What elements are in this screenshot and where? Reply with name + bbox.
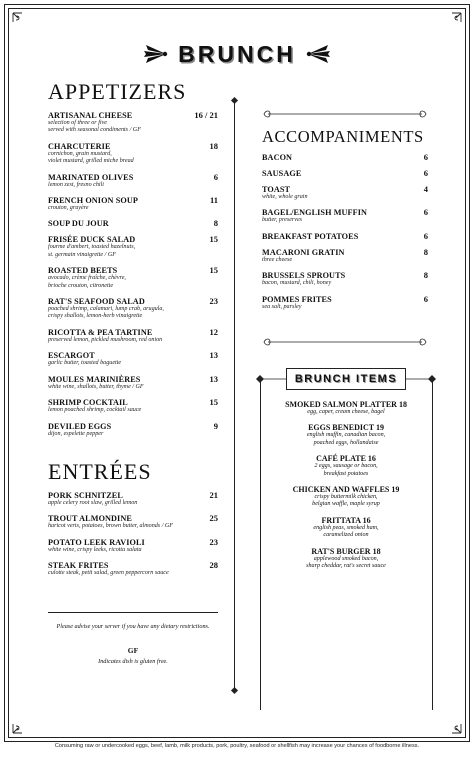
menu-item-row bbox=[262, 294, 428, 304]
menu-item-price: 16 / 21 bbox=[194, 110, 218, 120]
accompaniments-heading: ACCOMPANIMENTS bbox=[262, 127, 424, 146]
brunch-items-list bbox=[256, 400, 436, 577]
brunch-item-description: breakfast potatoes bbox=[323, 470, 369, 477]
gf-label: GF bbox=[127, 646, 139, 655]
brunch-item-description: caramelized onion bbox=[323, 532, 369, 539]
menu-item-description: selection of three or five bbox=[48, 120, 108, 126]
menu-item bbox=[262, 231, 428, 241]
menu-item bbox=[48, 327, 218, 344]
brunch-item-title-line bbox=[256, 400, 436, 409]
menu-item-row bbox=[48, 265, 218, 275]
menu-item bbox=[48, 537, 218, 554]
menu-item-name: DEVILED EGGS bbox=[48, 421, 112, 431]
menu-item-price: 4 bbox=[423, 184, 428, 194]
menu-item bbox=[48, 195, 218, 212]
menu-item-price: 8 bbox=[213, 218, 218, 229]
menu-item-description: garlic butter, toasted baguette bbox=[48, 360, 122, 367]
menu-item-row bbox=[48, 141, 218, 151]
menu-item-price: 6 bbox=[423, 207, 428, 218]
menu-item-name: STEAK FRITES bbox=[48, 561, 109, 571]
menu-item-price: 23 bbox=[209, 296, 218, 307]
menu-item-row bbox=[48, 234, 218, 244]
menu-item-description: preserved lemon, pickled mushroom, red onion bbox=[48, 336, 163, 343]
menu-item-price: 9 bbox=[213, 420, 218, 431]
brunch-item-price: 18 bbox=[398, 400, 407, 409]
menu-item bbox=[48, 560, 218, 577]
menu-item-name: ESCARGOT bbox=[48, 351, 95, 361]
menu-item-row bbox=[48, 296, 218, 306]
menu-item-row bbox=[48, 172, 218, 182]
appetizer-list bbox=[48, 110, 218, 438]
brunch-item-description: 2 eggs, sausage or bacon, bbox=[314, 463, 378, 470]
accompaniments-section bbox=[262, 128, 428, 311]
brunch-item-description: egg, caper, cream cheese, bagel bbox=[307, 409, 385, 415]
appetizers-heading: APPETIZERS bbox=[48, 79, 187, 104]
dietary-footer bbox=[48, 612, 218, 665]
menu-item bbox=[48, 172, 218, 189]
brunch-item-name: RAT'S BURGER bbox=[311, 546, 371, 556]
brunch-item-title-line bbox=[256, 485, 436, 494]
menu-item-price: 23 bbox=[209, 536, 218, 547]
entrees-heading: ENTRÉES bbox=[48, 458, 152, 484]
menu-item-description: white wine, crispy leeks, ricotta salata bbox=[48, 546, 142, 553]
menu-item-name: BACON bbox=[262, 153, 293, 162]
brunch-item-description: sharp cheddar, rat's secret sauce bbox=[306, 563, 386, 570]
brunch-item-name: EGGS BENEDICT bbox=[308, 423, 374, 433]
menu-item-row bbox=[48, 110, 218, 120]
menu-item-name: MACARONI GRATIN bbox=[262, 247, 345, 257]
brunch-item-price: 16 bbox=[362, 515, 371, 525]
menu-item-price: 8 bbox=[423, 270, 428, 281]
accompaniments-top-rule bbox=[262, 106, 428, 124]
menu-item-description: sea salt, parsley bbox=[262, 303, 302, 310]
brunch-item-description: applewood smoked bacon, bbox=[313, 555, 379, 562]
menu-item bbox=[48, 296, 218, 321]
brunch-item-price: 16 bbox=[367, 454, 376, 464]
menu-item-description: crouton, gruyère bbox=[48, 205, 89, 212]
brunch-item bbox=[256, 516, 436, 540]
menu-item bbox=[262, 152, 428, 162]
menu-item-row bbox=[48, 490, 218, 500]
menu-item-row bbox=[48, 374, 218, 384]
menu-item-name: PORK SCHNITZEL bbox=[48, 490, 123, 500]
brunch-item-description: crispy buttermilk chicken, bbox=[314, 494, 378, 501]
menu-item-row bbox=[262, 184, 428, 194]
menu-item-name: SHRIMP COCKTAIL bbox=[48, 398, 128, 408]
menu-item-description: avocado, crème fraîche, chèvre, bbox=[48, 275, 126, 282]
menu-item-price: 6 bbox=[423, 152, 428, 162]
menu-item-row bbox=[48, 513, 218, 523]
menu-item-price: 21 bbox=[209, 489, 218, 500]
brunch-item-title-line bbox=[256, 454, 436, 463]
menu-item bbox=[48, 490, 218, 507]
menu-item bbox=[48, 374, 218, 391]
brunch-item-name: SMOKED SALMON PLATTER bbox=[285, 400, 397, 409]
menu-item bbox=[48, 141, 218, 166]
corner-ornament-icon bbox=[444, 716, 462, 734]
brunch-item-description: belgian waffle, maple syrup bbox=[312, 501, 380, 508]
corner-ornament-icon bbox=[444, 12, 462, 30]
menu-item-name: BAGEL/ENGLISH MUFFIN bbox=[262, 208, 368, 218]
brunch-item-title-line bbox=[256, 516, 436, 525]
menu-item-row bbox=[48, 537, 218, 547]
menu-item-name: MARINATED OLIVES bbox=[48, 172, 134, 182]
divider-rule bbox=[48, 612, 218, 613]
menu-item-description: apple celery root slaw, grilled lemon bbox=[48, 499, 138, 506]
menu-item-price: 6 bbox=[213, 171, 218, 182]
menu-item bbox=[48, 218, 218, 228]
menu-item-description: haricot verts, potatoes, brown butter, almonds / GF bbox=[48, 523, 174, 530]
brunch-item-description: english peas, smoked ham, bbox=[313, 524, 379, 531]
menu-item-name: POMMES FRITES bbox=[262, 294, 332, 304]
menu-item-row bbox=[48, 350, 218, 360]
brunch-item bbox=[256, 454, 436, 478]
brunch-item bbox=[256, 547, 436, 571]
menu-item-description: brioche crouton, citronette bbox=[48, 282, 114, 289]
gf-note: Indicates dish is gluten free. bbox=[98, 658, 168, 665]
menu-item-description: white wine, shallots, butter, thyme / GF bbox=[48, 383, 144, 390]
brunch-item-price: 18 bbox=[372, 546, 381, 556]
menu-item-price: 28 bbox=[209, 560, 218, 571]
brunch-item-name: CAFÉ PLATE bbox=[316, 454, 366, 464]
entree-list bbox=[48, 490, 218, 578]
menu-item-price: 18 bbox=[209, 140, 218, 151]
menu-item-description: st. germain vinaigrette / GF bbox=[48, 251, 116, 258]
menu-item-name: FRENCH ONION SOUP bbox=[48, 196, 138, 206]
menu-item-row bbox=[262, 207, 428, 217]
menu-item bbox=[48, 350, 218, 367]
corner-ornament-icon bbox=[12, 12, 30, 30]
brunch-item bbox=[256, 400, 436, 416]
menu-item-price: 6 bbox=[423, 168, 428, 178]
menu-item bbox=[48, 421, 218, 438]
corner-ornament-icon bbox=[12, 716, 30, 734]
menu-item-row bbox=[48, 327, 218, 337]
menu-item-row bbox=[48, 397, 218, 407]
menu-item bbox=[48, 234, 218, 259]
brunch-item-name: CHICKEN AND WAFFLES bbox=[292, 485, 390, 495]
menu-item bbox=[262, 270, 428, 287]
menu-item-description: butter, preserves bbox=[262, 217, 303, 224]
menu-item bbox=[48, 397, 218, 414]
menu-item-description: bacon, mustard, chili, honey bbox=[262, 280, 332, 287]
menu-item-row bbox=[262, 152, 428, 162]
menu-item-price: 8 bbox=[423, 246, 428, 257]
menu-item bbox=[48, 513, 218, 530]
menu-item-description: fourme d'ambert, toasted hazelnuts, bbox=[48, 244, 136, 251]
menu-item-name: TROUT ALMONDINE bbox=[48, 514, 132, 524]
menu-item-description: crispy shallots, lemon-herb vinaigrette bbox=[48, 313, 143, 320]
menu-item bbox=[262, 168, 428, 178]
menu-item-price: 15 bbox=[209, 265, 218, 276]
fan-ornament-icon bbox=[142, 42, 168, 66]
menu-item-description: served with seasonal condiments / GF bbox=[48, 127, 141, 134]
left-column bbox=[48, 80, 218, 578]
menu-item-row bbox=[262, 168, 428, 178]
menu-item-description: lemon poached shrimp, cocktail sauce bbox=[48, 407, 142, 414]
brunch-items-box bbox=[256, 368, 436, 714]
menu-item-name: ROASTED BEETS bbox=[48, 266, 118, 276]
menu-item-description: dijon, espelette pepper bbox=[48, 430, 104, 437]
menu-item-name: POTATO LEEK RAVIOLI bbox=[48, 537, 145, 547]
menu-item-price: 13 bbox=[209, 373, 218, 384]
menu-item-price: 25 bbox=[209, 513, 218, 524]
menu-item bbox=[262, 184, 428, 201]
page-title: BRUNCH bbox=[178, 40, 296, 67]
brunch-item-price: 19 bbox=[391, 485, 400, 495]
brunch-item-price: 19 bbox=[375, 423, 384, 433]
menu-item-name: SOUP DU JOUR bbox=[48, 219, 109, 229]
menu-item-price: 13 bbox=[209, 350, 218, 361]
dietary-note: Please advise your server if you have any dietary restrictions. bbox=[56, 623, 210, 630]
menu-item-name: RICOTTA & PEA TARTINE bbox=[48, 327, 153, 337]
brunch-item-name: FRITTATA bbox=[321, 515, 361, 525]
menu-item-price: 12 bbox=[209, 326, 218, 337]
fan-ornament-icon bbox=[306, 42, 332, 66]
menu-item-name: FRISÉE DUCK SALAD bbox=[48, 235, 136, 245]
menu-item-price: 6 bbox=[423, 230, 428, 241]
menu-item-description: poached shrimp, calamari, lump crab, arugula, bbox=[48, 306, 164, 313]
brunch-item bbox=[256, 485, 436, 509]
menu-item-description: cornichon, grain mustard, bbox=[48, 150, 112, 157]
menu-item-row bbox=[262, 247, 428, 257]
menu-item bbox=[262, 294, 428, 311]
menu-item-row bbox=[48, 421, 218, 431]
menu-item-price: 6 bbox=[423, 293, 428, 304]
menu-item-price: 15 bbox=[209, 234, 218, 245]
brunch-items-heading: BRUNCH ITEMS bbox=[294, 373, 398, 385]
menu-item-row bbox=[48, 195, 218, 205]
brunch-item-title-line bbox=[256, 547, 436, 556]
foodborne-illness-disclaimer: Consuming raw or undercooked eggs, beef, lamb, milk products, pork, poultry, seafood or shellfish may increase your chances of foodborne illness. bbox=[54, 743, 420, 749]
brunch-items-banner bbox=[286, 368, 406, 390]
menu-item-name: BREAKFAST POTATOES bbox=[262, 231, 359, 241]
menu-item-description: culotte steak, petit salad, green peppercorn sauce bbox=[48, 570, 169, 577]
menu-item-price: 11 bbox=[209, 195, 218, 206]
menu-item bbox=[262, 207, 428, 224]
menu-item-description: violet mustard, grilled miche bread bbox=[48, 158, 134, 165]
menu-item-name: TOAST bbox=[262, 185, 291, 194]
menu-item-name: MOULES MARINIÈRES bbox=[48, 374, 141, 384]
menu-item-name: CHARCUTERIE bbox=[48, 141, 111, 151]
menu-item-name: BRUSSELS SPROUTS bbox=[262, 271, 346, 281]
menu-item bbox=[262, 247, 428, 264]
menu-item-name: SAUSAGE bbox=[262, 169, 302, 178]
menu-item bbox=[48, 265, 218, 290]
accompaniments-list bbox=[262, 152, 428, 311]
menu-item-name: ARTISANAL CHEESE bbox=[48, 111, 133, 120]
brunch-item bbox=[256, 423, 436, 447]
menu-item-price: 15 bbox=[209, 397, 218, 408]
menu-item-row bbox=[262, 270, 428, 280]
menu-header bbox=[0, 38, 474, 70]
accompaniments-bottom-rule bbox=[262, 334, 428, 352]
menu-item bbox=[48, 110, 218, 135]
column-divider bbox=[234, 100, 235, 690]
menu-item-description: three cheese bbox=[262, 256, 293, 263]
menu-item-row bbox=[48, 218, 218, 228]
menu-item-name: RAT'S SEAFOOD SALAD bbox=[48, 297, 145, 307]
menu-item-description: lemon zest, fresno chili bbox=[48, 181, 104, 188]
brunch-item-description: english muffin, canadian bacon, bbox=[306, 432, 386, 439]
menu-item-row bbox=[262, 231, 428, 241]
menu-item-row bbox=[48, 560, 218, 570]
brunch-item-description: poached eggs, hollandaise bbox=[313, 439, 379, 446]
menu-item-description: white, whole grain bbox=[262, 194, 308, 200]
